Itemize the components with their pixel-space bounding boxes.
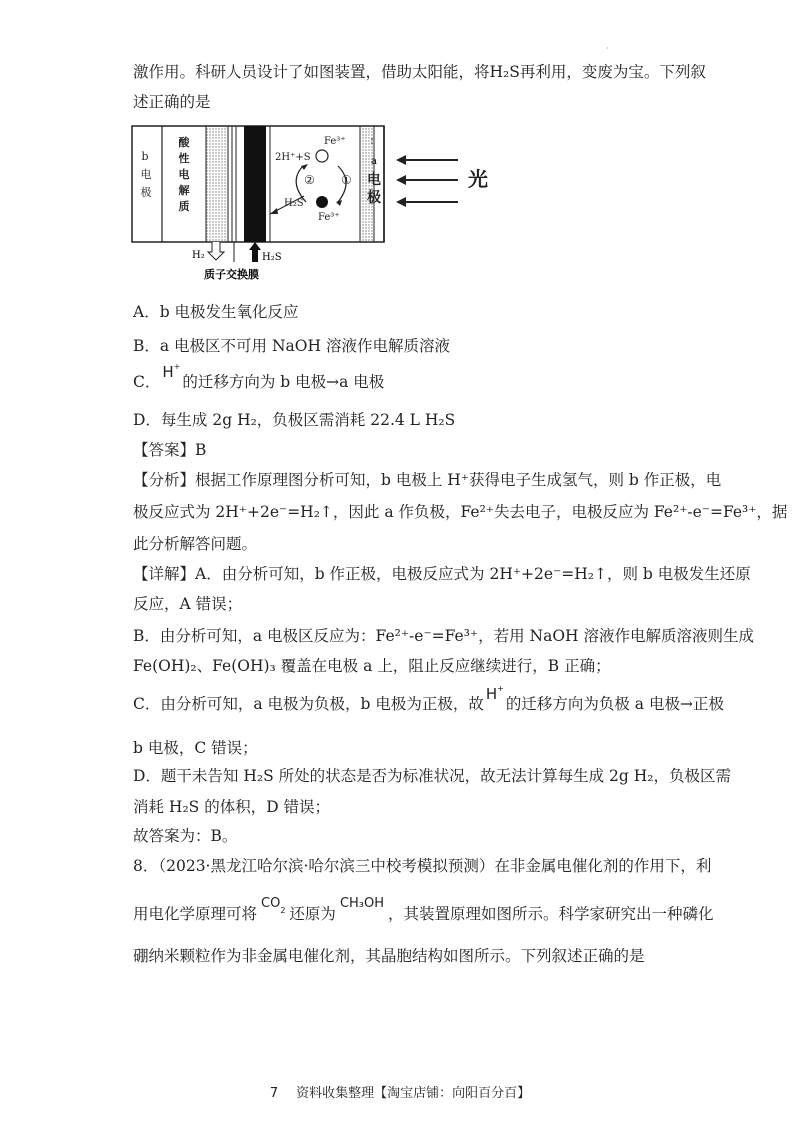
b-electrode-char-1: 电	[140, 168, 152, 181]
option-d: D．每生成 2g H₂，负极区需消耗 22.4 L H₂S	[133, 411, 456, 429]
fe-circle-bottom	[316, 196, 328, 208]
analysis-line-1: 【分析】根据工作原理图分析可知，b 电极上 H⁺获得电子生成氢气，则 b 作正极，电	[133, 471, 722, 489]
detail-c-line-2: b 电极，C 错误；	[133, 739, 258, 757]
option-c	[133, 362, 385, 395]
question-8-line-1: 8．（2023·黑龙江哈尔滨·哈尔滨三中校考模拟预测）在非金属电催化剂的作用下，利	[133, 857, 712, 875]
step-2-marker: ②	[304, 173, 315, 187]
a-electrode-label: a	[371, 156, 377, 167]
step-1-marker: ①	[341, 173, 352, 187]
detail-c-line-1	[133, 684, 724, 717]
question-8-line-2	[133, 896, 714, 927]
detail-c-suffix: 的迁移方向为负极 a 电极→正极	[505, 695, 724, 713]
co2-subscript: 2	[280, 906, 286, 915]
detail-d-line-1: D．题干未告知 H₂S 所处的状态是否为标准状况，故无法计算每生成 2g H₂，负极区需	[133, 767, 732, 785]
plus-charge-detail: +	[497, 684, 504, 693]
option-b: B．a 电极区不可用 NaOH 溶液作电解质溶液	[133, 337, 450, 355]
light-label: 光	[468, 167, 488, 191]
fe3-bottom-label: Fe³⁺	[318, 212, 340, 223]
intro-line-2: 述正确的是	[133, 93, 211, 111]
light-arrows	[400, 160, 458, 202]
analysis-line-3: 此分析解答问题。	[133, 535, 258, 553]
corner-mark: ·	[606, 44, 609, 53]
option-a: A．b 电极发生氧化反应	[133, 303, 299, 321]
q8-line2-prefix: 用电化学原理可将	[133, 905, 258, 923]
page-footer	[0, 1082, 800, 1101]
option-c-prefix: C．	[133, 373, 161, 391]
electrolyte-char-3: 解	[178, 184, 190, 197]
h-symbol: H	[162, 363, 174, 381]
h2s-inner-label: H₂S	[284, 198, 304, 209]
h2s-in-label: H₂S	[262, 252, 282, 263]
q8-line2-mid: 还原为	[289, 905, 336, 923]
co2-formula	[261, 894, 285, 915]
footer-text: 资料收集整理【淘宝店铺：向阳百分百】	[296, 1086, 531, 1101]
plus-charge: +	[173, 362, 181, 371]
porous-layer	[206, 126, 228, 242]
reaction-product-label: 2H⁺+S	[275, 152, 311, 163]
fe-circle-top	[316, 150, 328, 162]
analysis-line-2: 极反应式为 2H⁺+2e⁻=H₂↑，因此 a 作负极，Fe²⁺失去电子，电极反应为 Fe²⁺-e⁻=Fe³⁺，据	[133, 503, 788, 521]
answer: 【答案】B	[133, 441, 207, 459]
page-number: 7	[269, 1086, 279, 1101]
detail-c-prefix: C．由分析可知，a 电极为负极，b 电极为正极，故	[133, 695, 484, 713]
h-plus-formula-detail	[486, 684, 504, 707]
fe3-top-label: Fe³⁺	[324, 136, 346, 147]
a-top-mark: :	[370, 134, 374, 147]
co2-co: CO	[261, 896, 281, 911]
electrolyte-char-2: 电	[178, 168, 190, 181]
option-c-suffix: 的迁移方向为 b 电极→a 电极	[182, 373, 385, 391]
final-answer: 故答案为：B。	[133, 827, 238, 845]
h2-out-label: H₂	[192, 250, 205, 261]
electrolysis-apparatus-figure	[128, 122, 528, 282]
ch3oh-formula: CH₃OH	[339, 896, 385, 911]
intro-line-1: 激作用。科研人员设计了如图装置，借助太阳能，将H₂S再利用，变废为宝。下列叙	[133, 63, 706, 81]
a-electrode-char-0: 电	[367, 172, 381, 188]
detail-a-line-1: 【详解】A．由分析可知，b 作正极，电极反应式为 2H⁺+2e⁻=H₂↑，则 b 电极发生还原	[133, 565, 751, 583]
q8-line2-suffix: ，其装置原理如图所示。科学家研究出一种磷化	[388, 905, 714, 923]
detail-b-line-1: B．由分析可知，a 电极区反应为：Fe²⁺-e⁻=Fe³⁺，若用 NaOH 溶液作电解质溶液则生成	[133, 627, 754, 645]
h2s-in-arrow	[249, 242, 261, 262]
detail-b-line-2: Fe(OH)₂、Fe(OH)₃ 覆盖在电极 a 上，阻止反应继续进行，B 正确；	[133, 657, 611, 675]
question-8-line-3: 硼纳米颗粒作为非金属电催化剂，其晶胞结构如图所示。下列叙述正确的是	[133, 947, 645, 965]
h-symbol-detail: H	[485, 685, 498, 703]
b-electrode-label: b	[141, 150, 149, 163]
b-electrode-char-2: 极	[140, 186, 152, 199]
h-plus-formula	[162, 362, 180, 385]
black-catalyst-layer	[244, 126, 266, 242]
h2-out-arrow	[208, 242, 224, 260]
proton-exchange-membrane-label: 质子交换膜	[204, 268, 259, 281]
detail-a-line-2: 反应，A 错误；	[133, 595, 243, 613]
electrolyte-char-1: 性	[178, 152, 190, 165]
electrolyte-char-4: 质	[178, 200, 190, 213]
detail-d-line-2: 消耗 H₂S 的体积，D 错误；	[133, 798, 331, 816]
a-electrode-char-1: 极	[367, 190, 381, 206]
electrolyte-label	[179, 135, 191, 213]
electrolyte-char-0: 酸	[178, 136, 190, 149]
